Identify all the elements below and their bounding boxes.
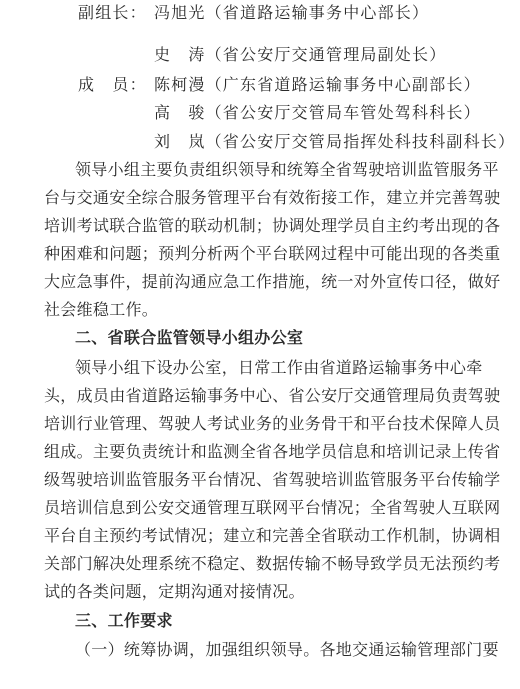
paragraph-line: 培训行业管理、驾驶人考试业务的业务骨干和平台技术保障人员 [44,414,501,433]
paragraph-line: 关部门解决处理系统不稳定、数据传输不畅导致学员无法预约考 [44,554,501,573]
paragraph-line: 平台自主预约考试情况；建立和完善全省联动工作机制，协调相 [44,526,501,545]
member-title: （广东省道路运输事务中心副部长） [205,75,481,94]
paragraph-line: 培训考试联合监管的联动机制；协调处理学员自主约考出现的各 [44,216,501,235]
member-row [78,45,446,65]
member-row [78,75,481,95]
paragraph-line: 试的各类问题，定期沟通对接情况。 [44,582,305,601]
member-name: 陈柯漫 [154,75,206,94]
member-row [78,103,481,123]
paragraph-line: 领导小组主要负责组织领导和统筹全省驾驶培训监管服务平 [75,160,499,179]
paragraph-line: （一）统筹协调，加强组织领导。各地交通运输管理部门要 [75,640,499,659]
member-title: （省道路运输事务中心部长） [205,3,430,22]
member-name: 史 涛 [154,45,206,64]
member-name: 高 骏 [154,103,206,122]
paragraph-line: 头，成员由省道路运输事务中心、省公安厅交通管理局负责驾驶 [44,386,501,405]
paragraph-line: 台与交通安全综合服务管理平台有效衔接工作，建立并完善驾驶 [44,188,501,207]
member-role: 成 员： [78,75,147,94]
section-heading: 二、省联合监管领导小组办公室 [75,328,304,347]
paragraph-line: 社会维稳工作。 [44,300,159,319]
member-row [78,3,429,23]
paragraph-line: 大应急事件，提前沟通应急工作措施，统一对外宣传口径，做好 [44,272,501,291]
member-title: （省公安厅交通管理局副处长） [205,45,447,64]
section-heading: 三、工作要求 [75,611,173,630]
member-title: （省公安厅交管局指挥处科技科副科长） [205,132,516,151]
member-row [78,132,515,152]
paragraph-line: 领导小组下设办公室，日常工作由省道路运输事务中心牵 [75,358,483,377]
member-name: 刘 岚 [154,132,206,151]
paragraph-line: 员培训信息到公安交通管理互联网平台情况；全省驾驶人互联网 [44,498,501,517]
paragraph-line: 种困难和问题；预判分析两个平台联网过程中可能出现的各类重 [44,244,501,263]
paragraph-line: 级驾驶培训监管服务平台情况、省驾驶培训监管服务平台传输学 [44,470,501,489]
member-name: 冯旭光 [154,3,206,22]
member-role: 副组长： [78,3,147,22]
member-title: （省公安厅交管局车管处驾科科长） [205,103,481,122]
paragraph-line: 组成。主要负责统计和监测全省各地学员信息和培训记录上传省 [44,442,501,461]
